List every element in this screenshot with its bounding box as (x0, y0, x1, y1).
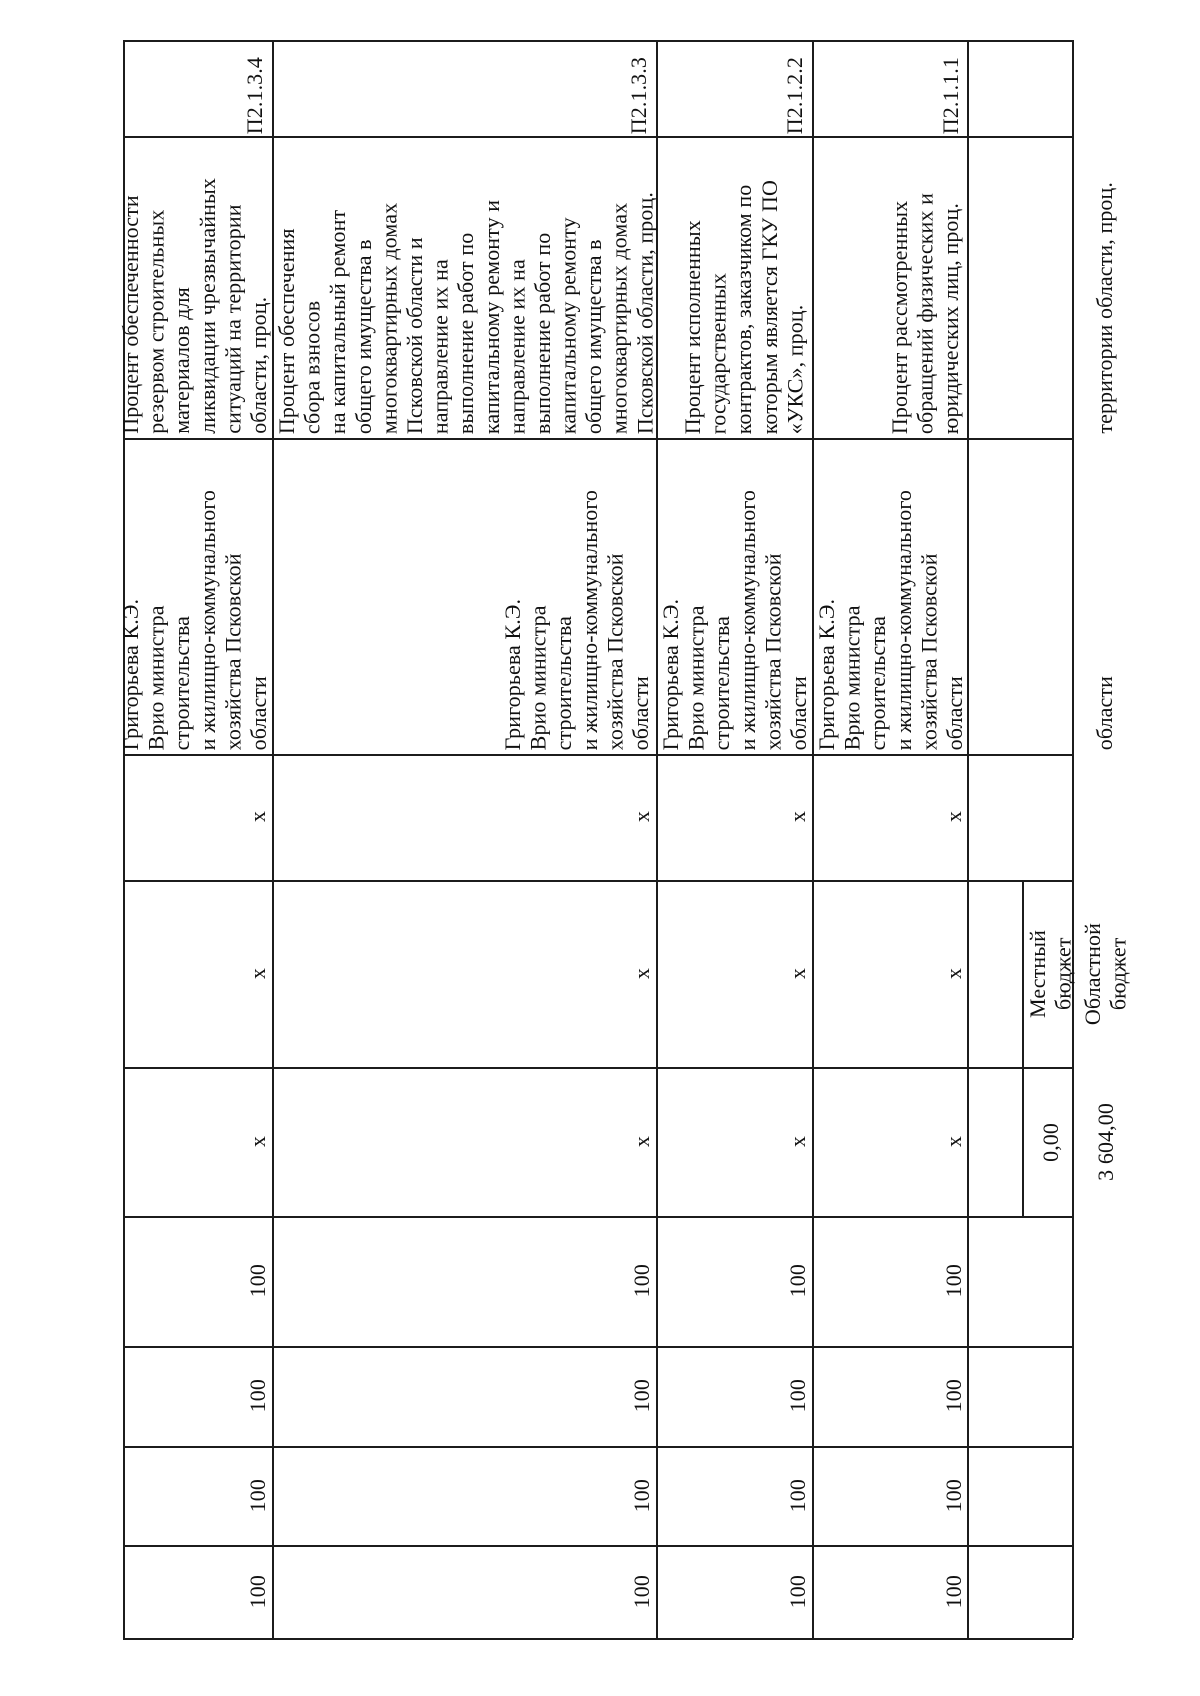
row-cell (938, 756, 970, 878)
row-cell (626, 1448, 658, 1543)
table-border (123, 438, 1073, 440)
cell-value: x (245, 1135, 271, 1148)
budget-regional-value: 3 604,00 (1093, 1103, 1119, 1181)
header-responsible-cell (1092, 442, 1130, 750)
row-code-cell (938, 42, 970, 134)
budget-local-label: Местный бюджет (1025, 930, 1076, 1018)
cell-value: 100 (785, 1478, 811, 1513)
cell-value: 100 (245, 1379, 271, 1413)
cell-value: x (245, 811, 271, 823)
cell-value: x (629, 811, 655, 823)
row-indicator-cell (887, 142, 969, 434)
row-responsible-cell (500, 444, 660, 750)
row-cell (938, 1547, 970, 1636)
row-code-cell (626, 42, 658, 134)
row-cell (782, 882, 814, 1065)
cell-value: 100 (629, 1379, 655, 1413)
header-indicator-cell (1092, 140, 1130, 434)
row-cell (938, 1348, 970, 1444)
cell-value: x (941, 1135, 967, 1148)
cell-value: 100 (629, 1574, 655, 1609)
row-responsible: Григорьева К.Э. Врио министра строительства и жилищно-коммунального хозяйства Псковской области (814, 489, 967, 750)
row-code-cell (242, 42, 274, 134)
budget-local-label-cell (1024, 884, 1078, 1064)
row-responsible: Григорьева К.Э. Врио министра строительства и жилищно-коммунального хозяйства Псковской области (118, 489, 271, 750)
row-cell (242, 1448, 274, 1543)
cell-value: 100 (941, 1379, 967, 1413)
row-code-cell (782, 42, 814, 134)
row-cell (938, 1448, 970, 1543)
budget-regional-label-cell (1076, 884, 1136, 1064)
row-cell (626, 1348, 658, 1444)
cell-value: 100 (941, 1264, 967, 1298)
row-cell (242, 1348, 274, 1444)
row-indicator-cell (274, 142, 660, 434)
responsible-tail-text: области (1092, 675, 1117, 750)
table-border (123, 1638, 1073, 1640)
cell-value: 100 (785, 1379, 811, 1413)
row-cell (626, 756, 658, 878)
cell-value: 100 (629, 1478, 655, 1513)
row-cell (626, 1069, 658, 1214)
budget-local-value-cell (1024, 1070, 1078, 1214)
row-indicator-cell (118, 142, 276, 434)
cell-value: 100 (941, 1478, 967, 1513)
row-indicator: Процент рассмотренных обращений физических и юридических лиц, проц. (887, 192, 964, 434)
row-responsible: Григорьева К.Э. Врио министра строительства и жилищно-коммунального хозяйства Псковской области (500, 489, 653, 750)
cell-value: x (941, 967, 967, 980)
row-indicator: Процент обеспеченности резервом строительных материалов для ликвидации чрезвычайных ситуаций на территории области, проц. (118, 178, 271, 434)
cell-value: 100 (785, 1264, 811, 1298)
budget-regional-value-cell (1076, 1070, 1136, 1214)
row-cell (626, 882, 658, 1065)
cell-value: 100 (245, 1478, 271, 1513)
row-indicator-cell (680, 142, 816, 434)
cell-value: x (785, 811, 811, 823)
cell-value: 100 (785, 1574, 811, 1609)
cell-value: x (941, 811, 967, 823)
row-cell (626, 1218, 658, 1344)
cell-value: 100 (245, 1574, 271, 1609)
row-responsible-cell (658, 444, 816, 750)
indicator-tail-text: территории области, проц. (1092, 182, 1117, 434)
budget-regional-label: Областной бюджет (1080, 922, 1131, 1026)
row-responsible-cell (814, 444, 969, 750)
row-cell (242, 1069, 274, 1214)
cell-value: 100 (941, 1574, 967, 1609)
row-cell (782, 1547, 814, 1636)
cell-value: x (785, 1135, 811, 1148)
row-cell (782, 1069, 814, 1214)
row-cell (782, 1218, 814, 1344)
table-border (123, 136, 1073, 138)
row-indicator: Процент исполненных государственных контрактов, заказчиком по которым является ГКУ ПО «УКС», проц. (680, 179, 808, 434)
table-border (1072, 40, 1074, 1638)
row-cell (242, 1547, 274, 1636)
cell-value: x (245, 967, 271, 980)
row-indicator: Процент обеспечения сбора взносов на капитальный ремонт общего имущества в многоквартирных домах Псковской области и направление их на выполнение работ по капитальному ремонту и направление их на выполнение работ по капитальному ремонту общего имущества в многоквартирных домах Псковской области, проц. (274, 191, 658, 434)
row-cell (242, 882, 274, 1065)
budget-local-value: 0,00 (1038, 1122, 1064, 1162)
row-cell (938, 1218, 970, 1344)
row-cell (782, 1348, 814, 1444)
row-cell (626, 1547, 658, 1636)
row-responsible: Григорьева К.Э. Врио министра строительства и жилищно-коммунального хозяйства Псковской области (658, 489, 811, 750)
cell-value: x (629, 967, 655, 980)
row-cell (938, 1069, 970, 1214)
row-cell (782, 756, 814, 878)
row-responsible-cell (118, 444, 276, 750)
row-cell (242, 756, 274, 878)
row-cell (782, 1448, 814, 1543)
cell-value: 100 (245, 1264, 271, 1298)
row-code: П2.1.3.3 (626, 56, 651, 134)
cell-value: x (785, 967, 811, 980)
row-code: П2.1.1.1 (938, 56, 963, 134)
row-code: П2.1.3.4 (242, 56, 267, 134)
cell-value: 100 (629, 1264, 655, 1298)
cell-value: x (629, 1135, 655, 1148)
row-cell (242, 1218, 274, 1344)
row-code: П2.1.2.2 (782, 56, 807, 134)
row-cell (938, 882, 970, 1065)
